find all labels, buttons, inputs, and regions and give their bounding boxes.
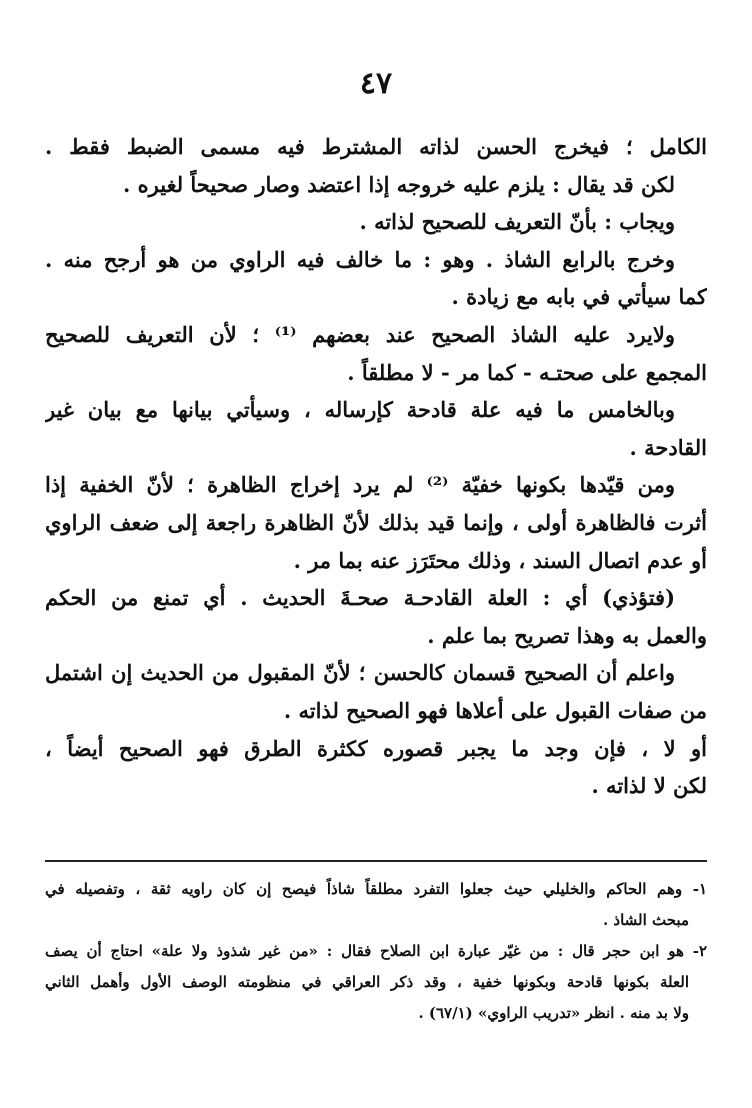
text-line: لكن لا لذاته .	[591, 773, 707, 799]
text-line: المجمع على صحتـه - كما مر - لا مطلقاً .	[347, 359, 707, 385]
text-line: وخرج بالرابع الشاذ . وهو : ما خالف فيه الراوي من هو أرجح منه .	[45, 246, 675, 272]
footnote-divider	[45, 860, 707, 862]
body-text	[45, 128, 707, 805]
text-line: ويجاب : بأنّ التعريف للصحيح لذاته .	[359, 209, 675, 235]
footnotes	[45, 874, 707, 1029]
text-line: أو عدم اتصال السند ، وذلك محتَرَز عنه بما مر .	[293, 547, 707, 573]
text-line: أثرت فالظاهرة أولى ، وإنما قيد بذلك لأنّ الظاهرة راجعة إلى ضعف الراوي	[45, 509, 707, 535]
page-number: ٤٧	[359, 66, 393, 101]
text-line: وبالخامس ما فيه علة قادحة كإرساله ، وسيأتي بيانها مع بيان غير	[45, 397, 675, 423]
text-line: أو لا ، فإن وجد ما يجبر قصوره ككثرة الطرق فهو الصحيح أيضاً ،	[45, 735, 707, 761]
footnote-line: ٢- هو ابن حجر قال : من غيّر عبارة ابن الصلاح فقال : «من غير شذوذ ولا علة» احتاج أن يصف	[45, 942, 707, 960]
text-line: والعمل به وهذا تصريح بما علم .	[427, 622, 707, 648]
footnote-line: ولا بد منه . انظر «تدريب الراوي» (٦٧/١) .	[418, 1004, 689, 1022]
text-line: واعلم أن الصحيح قسمان كالحسن ؛ لأنّ المقبول من الحديث إن اشتمل	[45, 660, 675, 686]
text-line: لكن قد يقال : يلزم عليه خروجه إذا اعتضد وصار صحيحاً لغيره .	[123, 171, 675, 197]
footnote-line: ١- وهم الحاكم والخليلي حيث جعلوا التفرد مطلقاً شاذاً فيصح إن كان راويه ثقة ، وتفصيله في	[45, 880, 707, 898]
footnote-line: العلة بكونها قادحة وبكونها خفية ، وقد ذكر العراقي في منظومته الوصف الأول وأهمل الثاني	[45, 973, 689, 991]
text-line: (فتؤذي) أي : العلة القادحـة صحـةَ الحديث . أي تمنع من الحكم	[45, 585, 675, 611]
text-line: كما سيأتي في بابه مع زيادة .	[451, 284, 707, 310]
text-line: ومن قيّدها بكونها خفيّة ⁽²⁾ لم يرد إخراج الظاهرة ؛ لأنّ الخفية إذا	[45, 472, 675, 498]
text-line: الكامل ؛ فيخرج الحسن لذاته المشترط فيه مسمى الضبط فقط .	[45, 134, 707, 159]
footnote-line: مبحث الشاذ .	[602, 911, 689, 929]
text-line: القادحة .	[629, 434, 707, 460]
text-line: من صفات القبول على أعلاها فهو الصحيح لذاته .	[283, 697, 707, 723]
text-line: ولايرد عليه الشاذ الصحيح عند بعضهم ⁽¹⁾ ؛ لأن التعريف للصحيح	[45, 321, 675, 347]
